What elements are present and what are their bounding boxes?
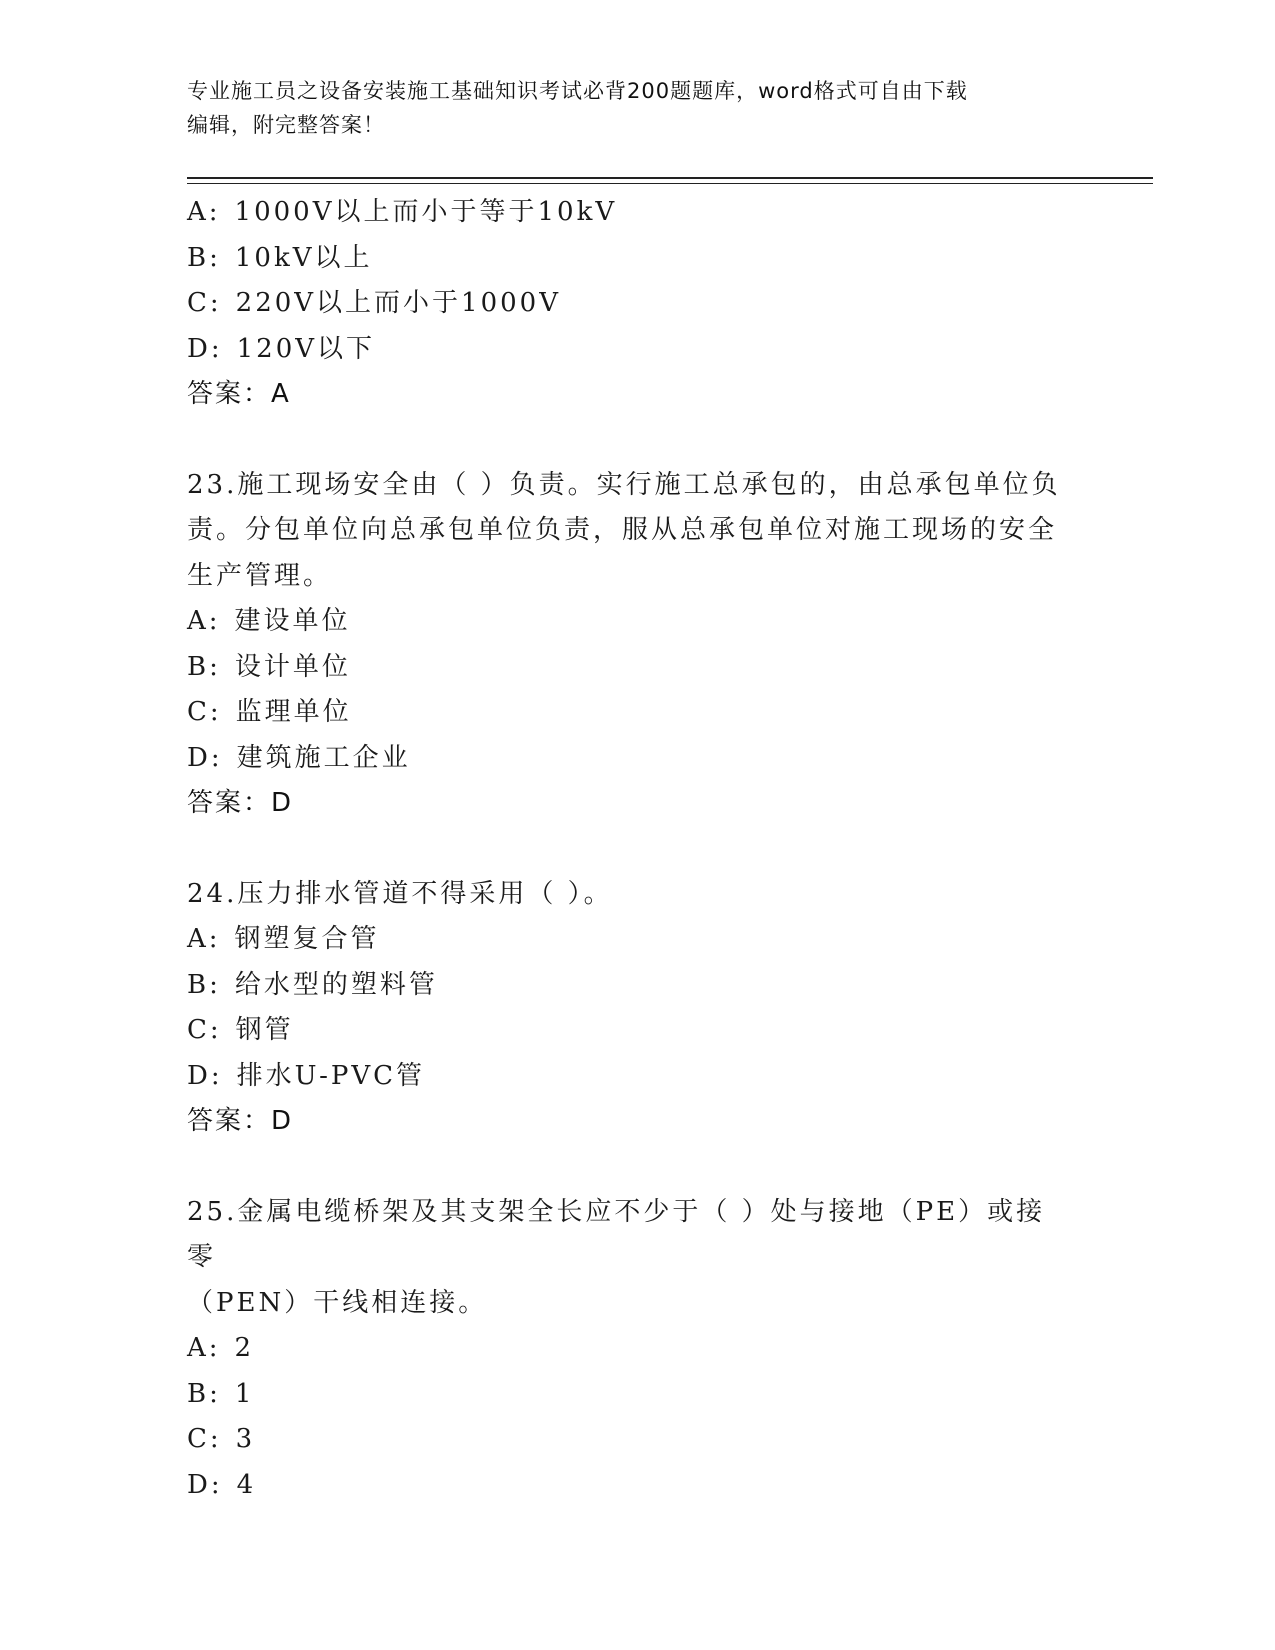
answer-line: 答案：D [187, 788, 294, 818]
question-content [187, 190, 1067, 1508]
question-stem-line: 责。分包单位向总承包单位负责，服从总承包单位对施工现场的安全 [187, 515, 1058, 545]
question-stem-line: 生产管理。 [187, 560, 333, 591]
option-c: C: 监理单位 [187, 697, 352, 727]
spacer [187, 827, 1067, 872]
header-line-1: 专业施工员之设备安装施工基础知识考试必背200题题库，word格式可自由下载 [187, 79, 968, 103]
option-a: A: 建设单位 [187, 606, 351, 636]
option-c: C: 220V以上而小于1000V [187, 288, 562, 318]
document-header [187, 74, 1087, 142]
question-stem-line: 23.施工现场安全由（ ）负责。实行施工总承包的，由总承包单位负 [187, 469, 1061, 500]
option-c: C: 3 [187, 1424, 256, 1454]
header-divider-thin [187, 183, 1153, 184]
question-stem-line: 25.金属电缆桥架及其支架全长应不少于（ ）处与接地（PE）或接零 [187, 1196, 1046, 1272]
question-stem-line: 24.压力排水管道不得采用（ ）。 [187, 878, 613, 909]
option-a: A: 钢塑复合管 [187, 924, 380, 954]
question-stem-line: （PEN）干线相连接。 [187, 1287, 488, 1318]
answer-line: 答案：D [187, 1106, 294, 1136]
question-22 [187, 190, 1067, 418]
header-line-2: 编辑，附完整答案！ [187, 113, 385, 137]
option-d: D: 建筑施工企业 [187, 742, 411, 773]
option-d: D: 排水U-PVC管 [187, 1060, 426, 1091]
option-a: A: 1000V以上而小于等于10kV [187, 197, 618, 227]
option-b: B: 设计单位 [187, 651, 351, 682]
question-23 [187, 463, 1067, 827]
option-b: B: 1 [187, 1378, 255, 1409]
option-b: B: 给水型的塑料管 [187, 969, 438, 1000]
option-d: D: 4 [187, 1469, 257, 1500]
option-b: B: 10kV以上 [187, 242, 373, 273]
option-a: A: 2 [187, 1333, 255, 1363]
option-c: C: 钢管 [187, 1015, 294, 1045]
header-divider-thick [187, 177, 1153, 179]
question-24 [187, 872, 1067, 1145]
option-d: D: 120V以下 [187, 333, 376, 364]
spacer [187, 418, 1067, 463]
answer-line: 答案：A [187, 379, 291, 409]
question-25 [187, 1190, 1067, 1509]
spacer [187, 1145, 1067, 1190]
